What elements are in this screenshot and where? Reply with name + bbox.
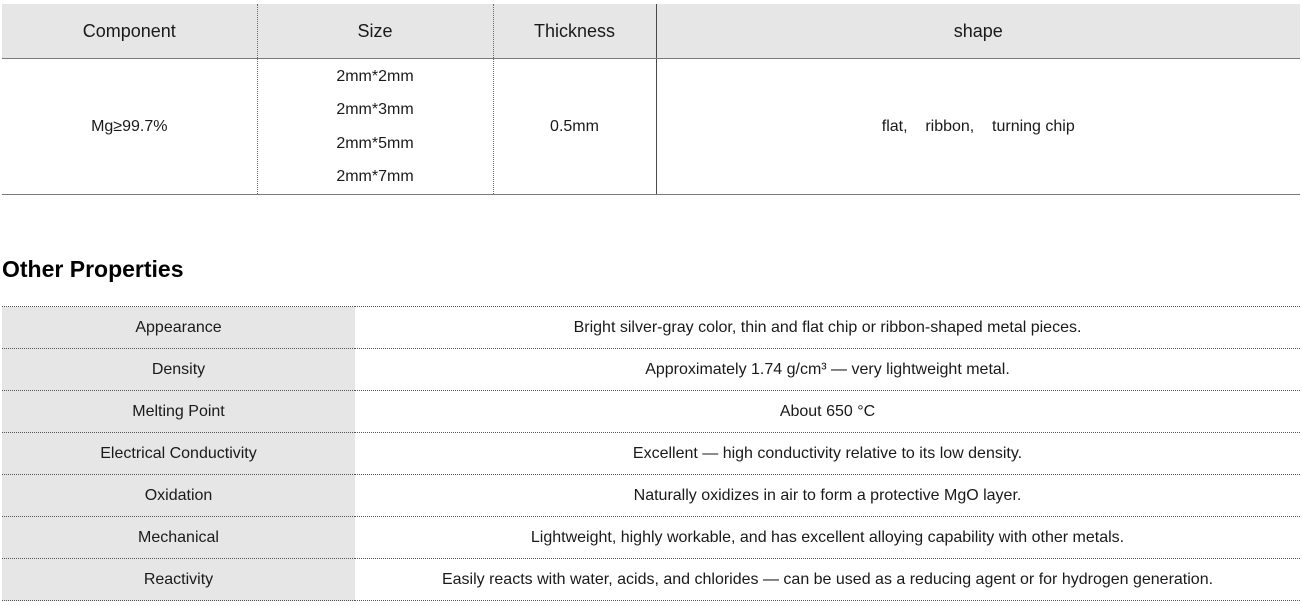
property-row-appearance xyxy=(2,307,1300,349)
size-item: 2mm*2mm xyxy=(336,67,414,85)
property-row-melting-point xyxy=(2,391,1300,433)
component-cell: Mg≥99.7% xyxy=(2,59,257,195)
property-label: Density xyxy=(2,349,355,391)
property-row-oxidation xyxy=(2,475,1300,517)
property-row-reactivity xyxy=(2,559,1300,601)
size-item: 2mm*3mm xyxy=(336,101,414,119)
property-row-electrical-conductivity xyxy=(2,433,1300,475)
size-item: 2mm*5mm xyxy=(336,134,414,152)
thickness-cell: 0.5mm xyxy=(493,59,656,195)
property-label: Reactivity xyxy=(2,559,355,601)
property-value: Approximately 1.74 g/cm³ — very lightweight metal. xyxy=(355,349,1300,391)
header-component: Component xyxy=(2,4,257,59)
property-label: Mechanical xyxy=(2,517,355,559)
section-title-other-properties: Other Properties xyxy=(2,256,184,282)
size-list xyxy=(258,60,493,194)
property-value: About 650 °C xyxy=(355,391,1300,433)
header-thickness: Thickness xyxy=(493,4,656,59)
shape-item: turning chip xyxy=(992,117,1075,135)
header-shape: shape xyxy=(656,4,1300,59)
spec-data-row xyxy=(2,59,1300,195)
size-cell xyxy=(257,59,493,195)
property-value: Lightweight, highly workable, and has excellent alloying capability with other metals. xyxy=(355,517,1300,559)
property-row-mechanical xyxy=(2,517,1300,559)
property-value: Naturally oxidizes in air to form a protective MgO layer. xyxy=(355,475,1300,517)
size-item: 2mm*7mm xyxy=(336,167,414,185)
header-size: Size xyxy=(257,4,493,59)
properties-table xyxy=(2,306,1300,601)
property-value: Bright silver-gray color, thin and flat chip or ribbon-shaped metal pieces. xyxy=(355,307,1300,349)
shape-item: flat, xyxy=(881,117,908,135)
spec-header-row xyxy=(2,4,1300,59)
property-row-density xyxy=(2,349,1300,391)
property-label: Oxidation xyxy=(2,475,355,517)
shape-list xyxy=(657,118,1301,136)
property-value: Excellent — high conductivity relative to its low density. xyxy=(355,433,1300,475)
shape-item: ribbon, xyxy=(925,117,975,135)
spec-table xyxy=(2,4,1300,195)
property-value: Easily reacts with water, acids, and chlorides — can be used as a reducing agent or for hydrogen generation. xyxy=(355,559,1300,601)
property-label: Appearance xyxy=(2,307,355,349)
shape-cell xyxy=(656,59,1300,195)
property-label: Electrical Conductivity xyxy=(2,433,355,475)
property-label: Melting Point xyxy=(2,391,355,433)
